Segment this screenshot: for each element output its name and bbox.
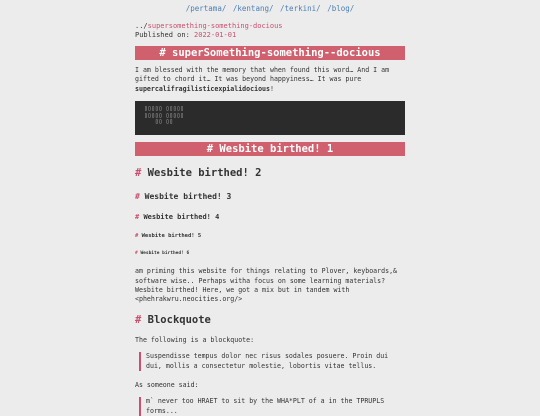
published-line xyxy=(135,31,405,40)
intro-text: I am blessed with the memory that when found this word… And I am gifted to chord it… It was beyond happyiness… It was pure xyxy=(135,66,390,84)
top-nav xyxy=(0,4,540,13)
heading-text: Wesbite birthed! 6 xyxy=(140,251,190,257)
heading-hash: # xyxy=(135,192,140,202)
breadcrumb-parent[interactable]: ../ xyxy=(135,22,148,30)
body-paragraph: am priming this website for things relating to Plover, keyboards,& software wise.. Perhaps witha focus on some learning materials? Wesbite birthed! Here, we got a mix but in tandem with <phehrakwru.neocities.org/> xyxy=(135,267,398,304)
heading-hash: # xyxy=(135,213,140,222)
nav-link-terkini[interactable]: /terkini/ xyxy=(280,4,321,13)
heading-3 xyxy=(135,192,405,201)
someone-said-text: As someone said: xyxy=(135,381,199,390)
code-line: ▯▯ ▯▯ xyxy=(144,118,173,126)
heading-hash: # xyxy=(135,167,142,180)
code-block xyxy=(135,101,405,135)
heading-5 xyxy=(135,233,405,239)
published-date: 2022-01-01 xyxy=(194,31,237,39)
heading-hash: # xyxy=(135,313,142,326)
heading-text: Wesbite birthed! 2 xyxy=(147,167,262,180)
post-content xyxy=(135,22,405,416)
heading-4 xyxy=(135,213,405,221)
post-title-banner: # superSomething-something--docious xyxy=(135,46,405,60)
nav-link-pertama[interactable]: /pertama/ xyxy=(185,4,227,13)
code-line: ▯▯▯▯▯ ▯▯▯▯▯ xyxy=(144,111,184,119)
heading-2 xyxy=(135,167,405,179)
blockquote: Suspendisse tempus dolor nec risus sodales posuere. Proin dui dui, mollis a consectetur molestie, lobortis vitae tellus. xyxy=(139,352,405,371)
blockquote-intro: The following is a blockquote: xyxy=(135,335,255,344)
heading-hash: # xyxy=(135,251,138,257)
published-label: Published on: xyxy=(135,31,190,39)
nav-link-kentang[interactable]: /kentang/ xyxy=(232,4,274,13)
heading-6 xyxy=(135,251,405,256)
code-line: ▯▯▯▯▯ ▯▯▯▯▯ xyxy=(144,105,184,113)
heading-hash: # xyxy=(135,233,139,240)
blockquote: m` never too HRAET to sit by the WHA*PLT of a in the TPRUPLS forms... xyxy=(139,397,405,416)
heading-text: Wesbite birthed! 3 xyxy=(144,192,232,202)
heading-text: Wesbite birthed! 5 xyxy=(141,233,202,240)
intro-bold-word: supercalifragilisticexpialidocious xyxy=(135,84,270,93)
heading-text: Wesbite birthed! 4 xyxy=(143,213,220,222)
heading-text: Blockquote xyxy=(147,313,211,326)
blockquote-heading xyxy=(135,314,405,326)
breadcrumb xyxy=(135,22,405,31)
intro-paragraph xyxy=(135,66,405,94)
intro-end: ! xyxy=(269,84,274,93)
breadcrumb-current: supersomething-something-docious xyxy=(147,22,283,30)
heading-1-banner: # Wesbite birthed! 1 xyxy=(135,142,405,156)
nav-link-blog[interactable]: /blog/ xyxy=(327,4,355,13)
